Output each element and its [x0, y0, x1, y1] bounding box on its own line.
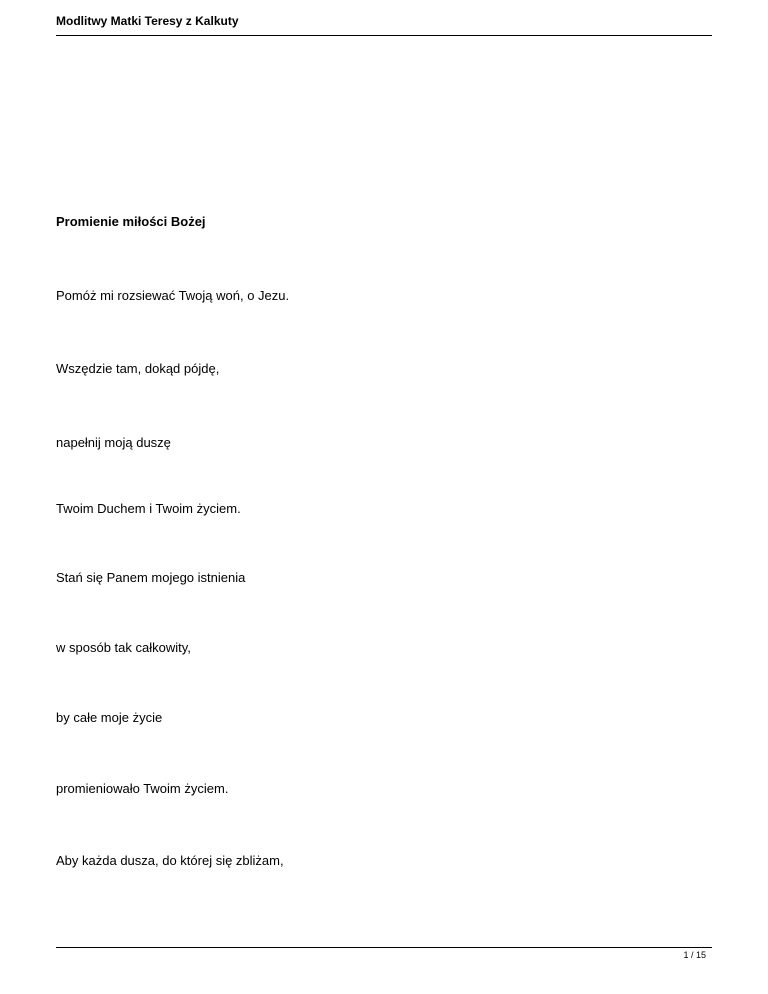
text-line: promieniowało Twoim życiem.	[56, 781, 229, 796]
text-line: Pomóż mi rozsiewać Twoją woń, o Jezu.	[56, 288, 290, 303]
section-heading: Promienie miłości Bożej	[56, 214, 206, 229]
document-title: Modlitwy Matki Teresy z Kalkuty	[56, 14, 239, 28]
text-line: w sposób tak całkowity,	[56, 640, 191, 655]
text-line: Wszędzie tam, dokąd pójdę,	[56, 361, 220, 376]
page-number: 1 / 15	[683, 950, 706, 960]
page-header	[56, 14, 712, 36]
text-line: Stań się Panem mojego istnienia	[56, 570, 246, 585]
page-footer	[56, 947, 712, 960]
text-line: Twoim Duchem i Twoim życiem.	[56, 501, 241, 516]
text-line: napełnij moją duszę	[56, 435, 171, 450]
text-line: Aby każda dusza, do której się zbliżam,	[56, 853, 284, 868]
text-line: by całe moje życie	[56, 710, 163, 725]
